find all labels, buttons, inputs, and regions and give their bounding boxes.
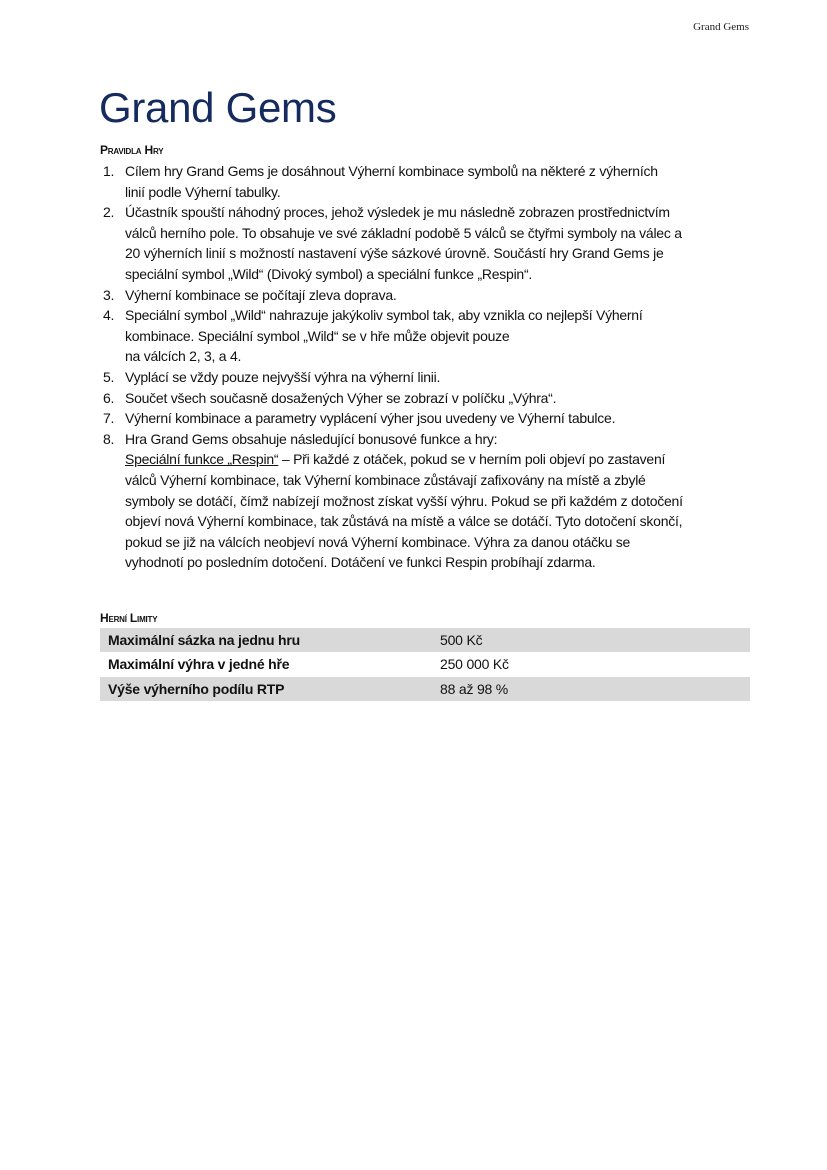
limit-value: 500 Kč	[432, 628, 750, 652]
text-span: – Při každé z otáček, pokud se v herním poli objeví po zastavení	[278, 451, 666, 468]
limit-value: 88 až 98 %	[432, 677, 750, 701]
text-line: kombinace. Speciální symbol „Wild“ se v hře může objevit pouze	[125, 327, 510, 344]
text-line: Vyplácí se vždy pouze nejvyšší výhra na výherní linii.	[125, 368, 441, 385]
limits-table	[100, 628, 750, 701]
table-row	[100, 628, 750, 652]
list-number: 6.	[103, 389, 115, 406]
list-item	[103, 388, 763, 409]
list-number: 3.	[103, 286, 115, 303]
document-title: Grand Gems	[99, 84, 337, 131]
text-line: symboly se dotáčí, čímž nabízejí možnost získat vyšší výhru. Pokud se při každém z dotočení	[125, 492, 683, 509]
list-number: 5.	[103, 368, 115, 385]
table-row	[100, 677, 750, 701]
list-number: 8.	[103, 430, 115, 447]
text-line: Výherní kombinace a parametry vyplácení výher jsou uvedeny ve Výherní tabulce.	[125, 410, 616, 427]
rules-heading: Pravidla Hry	[100, 143, 164, 157]
list-item-text	[125, 408, 615, 429]
text-line: speciální symbol „Wild“ (Divoký symbol) a speciální funkce „Respin“.	[125, 265, 533, 282]
list-number: 7.	[103, 410, 115, 427]
list-item-text	[125, 367, 440, 388]
running-header: Grand Gems	[693, 21, 749, 33]
list-number: 1.	[103, 163, 115, 179]
text-line: na válcích 2, 3, a 4.	[125, 348, 242, 365]
list-item	[103, 429, 763, 573]
list-item-text	[125, 305, 642, 367]
list-item	[103, 161, 763, 202]
text-line: pokud se již na válcích neobjeví nová Výherní kombinace. Výhra za danou otáčku se	[125, 533, 631, 550]
text-line: Hra Grand Gems obsahuje následující bonusové funkce a hry:	[125, 430, 498, 447]
text-line: Účastník spouští náhodný proces, jehož výsledek je mu následně zobrazen prostřednictvím	[125, 204, 670, 221]
text-line	[125, 449, 683, 470]
list-item-text	[125, 429, 683, 573]
text-line: válců herního pole. To obsahuje ve své základní podobě 5 válců se čtyřmi symboly na válec a	[125, 224, 682, 241]
limit-label: Maximální výhra v jedné hře	[108, 656, 290, 673]
list-item	[103, 305, 763, 367]
list-item-text	[125, 285, 397, 306]
list-item	[103, 285, 763, 306]
list-item	[103, 408, 763, 429]
list-item	[103, 202, 763, 284]
text-line: vyhodnotí po posledním dotočení. Dotáčení ve funkci Respin probíhají zdarma.	[125, 554, 596, 571]
limit-label: Výše výherního podílu RTP	[100, 677, 432, 701]
text-line: Výherní kombinace se počítají zleva doprava.	[125, 286, 397, 303]
list-item	[103, 367, 763, 388]
text-line: objeví nová Výherní kombinace, tak zůstává na místě a válce se dotáčí. Tyto dotočení skončí,	[125, 513, 683, 530]
rules-list	[103, 161, 763, 573]
limit-value: 250 000 Kč	[440, 656, 509, 673]
table-row	[100, 652, 750, 676]
list-number: 2.	[103, 204, 115, 221]
text-line: 20 výherních linií s možností nastavení výše sázkové úrovně. Součástí hry Grand Gems je	[125, 245, 664, 262]
text-line: linií podle Výherní tabulky.	[125, 183, 281, 200]
list-number: 4.	[103, 307, 115, 324]
text-line: Součet všech současně dosažených Výher se zobrazí v políčku „Výhra“.	[125, 389, 557, 406]
list-item-text	[125, 202, 682, 284]
limits-heading: Herní Limity	[100, 611, 158, 625]
list-item-text	[125, 388, 556, 409]
limit-label: Maximální sázka na jednu hru	[100, 628, 432, 652]
text-line: Cílem hry Grand Gems je dosáhnout Výherní kombinace symbolů na některé z výherních	[125, 163, 658, 179]
list-item-text	[125, 161, 658, 202]
feature-name: Speciální funkce „Respin“	[125, 451, 279, 468]
text-line: válců Výherní kombinace, tak Výherní kombinace zůstávají zafixovány na místě a zbylé	[125, 471, 646, 488]
text-line: Speciální symbol „Wild“ nahrazuje jakýkoliv symbol tak, aby vznikla co nejlepší Výherní	[125, 307, 643, 324]
